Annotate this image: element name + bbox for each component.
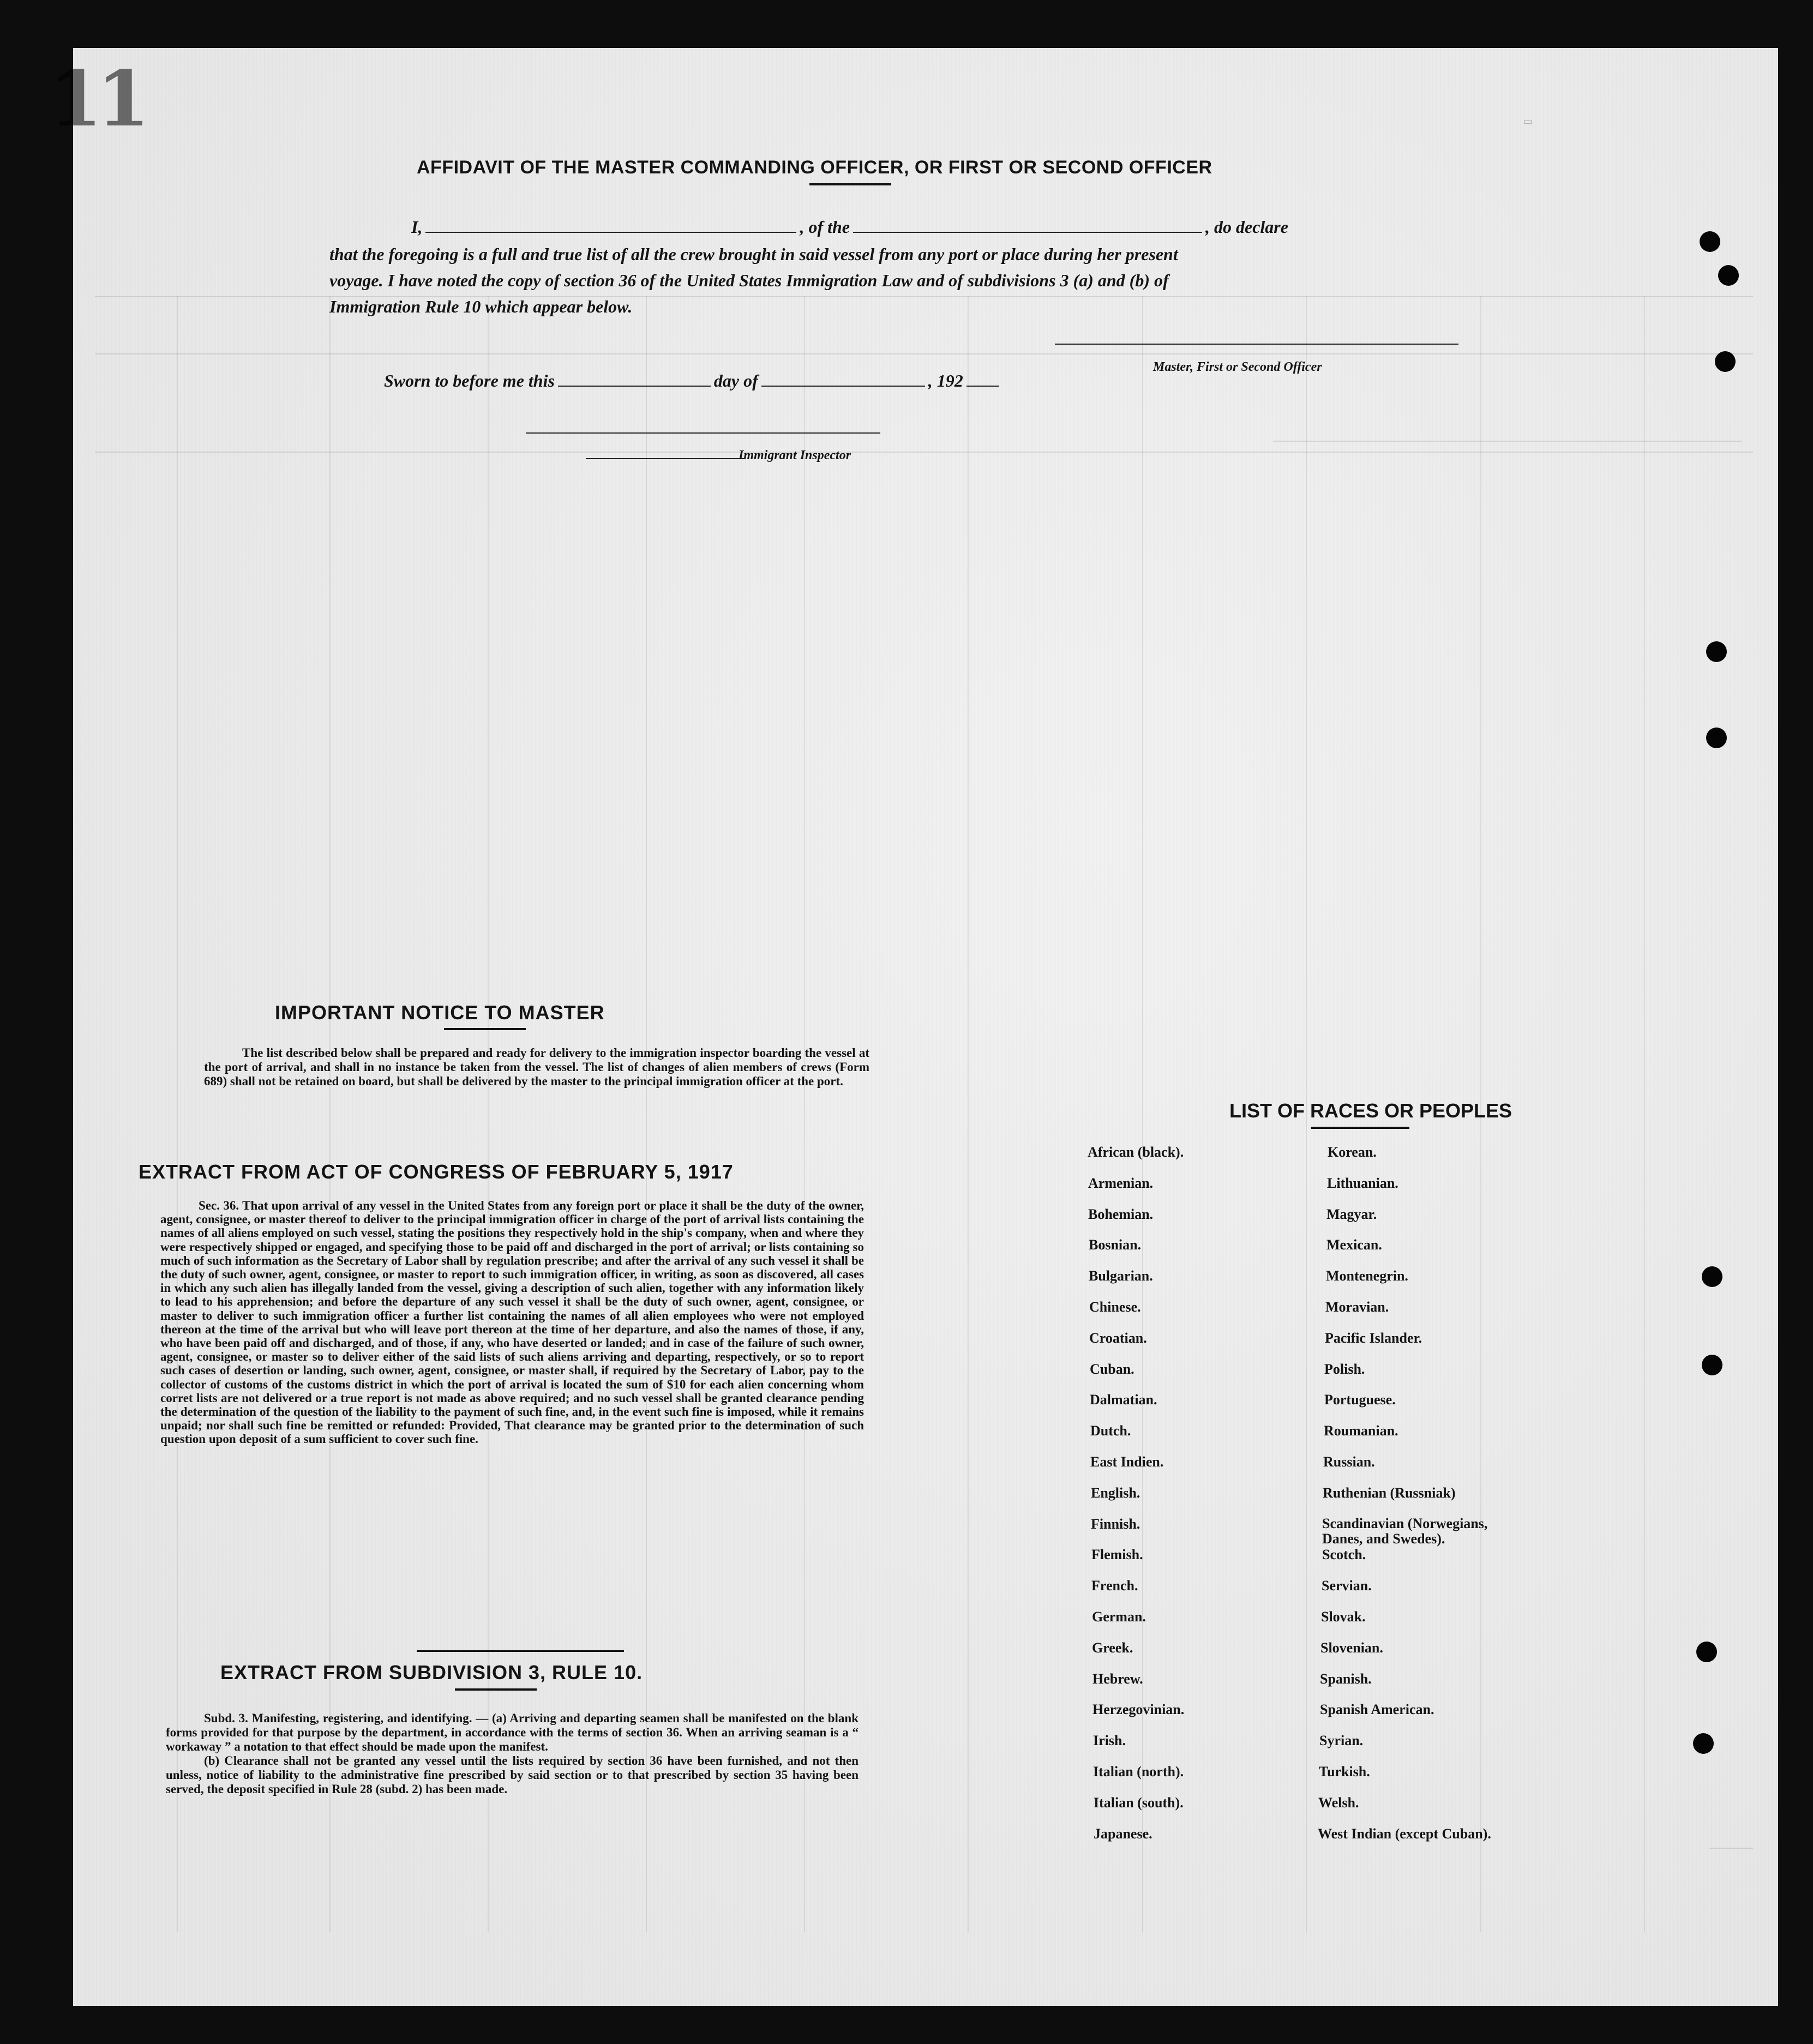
punch-hole (1718, 265, 1739, 286)
rule-title: EXTRACT FROM SUBDIVISION 3, RULE 10. (220, 1661, 643, 1684)
race-item: Polish. (1324, 1361, 1365, 1377)
race-item: Spanish American. (1320, 1702, 1434, 1717)
sworn-text: day of (713, 371, 758, 390)
inspector-short-line (586, 458, 744, 459)
punch-hole (1702, 1266, 1722, 1287)
sworn-text: Sworn to before me this (384, 371, 555, 390)
race-item: English. (1091, 1485, 1140, 1501)
notice-paragraph (204, 1046, 869, 1089)
race-item: Bosnian. (1089, 1237, 1142, 1253)
rule-para-b: (b) Clearance shall not be granted any vessel until the lists required by section 36 have been furnished, and not then unless, notice of liability to the administrative fine prescribed by said section or to that prescribed by section 35 having been served, the deposit specified in Rule 28 (subd. 2) has been made. (166, 1754, 859, 1796)
affidavit-text: , of the (800, 217, 850, 237)
rule-para-a: Subd. 3. Manifesting, registering, and identifying. — (a) Arriving and departing seamen shall be manifested on the blank forms provided for that purpose by the department, in accordance with the terms of section 36. When an arriving seaman is a “ workaway ” a notation to that effect should be made upon the manifest. (166, 1711, 859, 1753)
race-item: French. (1091, 1578, 1138, 1594)
race-item: Hebrew. (1092, 1671, 1143, 1687)
affidavit-title: AFFIDAVIT OF THE MASTER COMMANDING OFFICER, OR FIRST OR SECOND OFFICER (417, 157, 1212, 178)
notice-title: IMPORTANT NOTICE TO MASTER (275, 1001, 605, 1024)
ghost-column (329, 296, 331, 1932)
race-item: Croatian. (1089, 1330, 1147, 1346)
races-underline (1311, 1127, 1409, 1129)
month-blank[interactable] (761, 385, 925, 387)
race-item: Dutch. (1090, 1423, 1131, 1439)
rule-paragraph (166, 1711, 859, 1796)
document-page (73, 48, 1778, 2006)
race-item: Pacific Islander. (1325, 1330, 1422, 1346)
master-label: Master, First or Second Officer (1153, 360, 1322, 374)
race-item: Servian. (1322, 1578, 1372, 1594)
race-item: Finnish. (1091, 1516, 1140, 1532)
race-item: Syrian. (1319, 1733, 1364, 1748)
name-blank[interactable] (425, 231, 796, 233)
race-item: Irish. (1093, 1733, 1126, 1748)
race-item: Moravian. (1325, 1299, 1389, 1315)
affidavit-text: I, (411, 217, 423, 237)
punch-hole (1696, 1642, 1717, 1662)
ghost-column (488, 296, 489, 1932)
race-item: Bulgarian. (1089, 1268, 1153, 1284)
race-item: Flemish. (1091, 1547, 1143, 1562)
race-item: Slovak. (1321, 1609, 1366, 1625)
notice-body: The list described below shall be prepared and ready for delivery to the immigration inspector boarding the vessel at the port of arrival, and shall in no instance be taken from the vessel. The list of changes of alien members of crews (Form 689) shall not be retained on board, but shall be delivered by the master to the principal immigration officer at the port. (204, 1046, 869, 1088)
act-paragraph (160, 1199, 864, 1446)
rule-underline (455, 1688, 537, 1691)
inspector-label: Immigrant Inspector (739, 448, 851, 462)
act-title: EXTRACT FROM ACT OF CONGRESS OF FEBRUARY 5, 1917 (139, 1161, 734, 1183)
race-item: Turkish. (1319, 1764, 1370, 1780)
day-blank[interactable] (558, 385, 711, 387)
ghost-rule (1709, 1848, 1753, 1849)
race-item: Welsh. (1318, 1795, 1359, 1811)
ghost-column (968, 296, 969, 1932)
affidavit-line-3: voyage. I have noted the copy of section 36 of the United States Immigration Law and of subdivisions 3 (a) and (b) of (329, 270, 1169, 290)
race-item: Korean. (1328, 1144, 1377, 1160)
ghost-rule (95, 353, 1753, 354)
title-underline (809, 183, 891, 185)
race-item: Italian (south). (1094, 1795, 1184, 1811)
race-item: West Indian (except Cuban). (1318, 1826, 1491, 1842)
sworn-line (384, 371, 1002, 391)
affidavit-text: , do declare (1205, 217, 1288, 237)
ghost-column (646, 296, 647, 1932)
race-item: Magyar. (1326, 1206, 1377, 1222)
race-item: Bohemian. (1088, 1206, 1154, 1222)
race-item: Portuguese. (1324, 1392, 1396, 1408)
race-item: Roumanian. (1324, 1423, 1398, 1439)
race-item: African (black). (1088, 1144, 1184, 1160)
race-item: Scotch. (1322, 1547, 1366, 1562)
race-item: East Indien. (1090, 1454, 1164, 1470)
act-body: Sec. 36. That upon arrival of any vessel in the United States from any foreign port or place it shall be the duty of the owner, agent, consignee, or master thereof to deliver to the principal immigration officer in charge of the port of arrival lists containing the names of all aliens employed on such vessel, stating the positions they respectively hold in the ship's company, when and where they were respectively shipped or engaged, and specifying those to be paid off and discharged in the port of arrival; or lists containing so much of such information as the Secretary of Labor shall by regulation prescribe; and after the arrival of any such vessel it shall be the duty of such owner, agent, consignee, or master to report to such immigration officer, in writing, as soon as discovered, all cases in which any such alien has illegally landed from the vessel, giving a description of such alien, together with any information likely to lead to his apprehension; and before the departure of any such vessel it shall be the duty of such owner, agent, consignee, or master to deliver to such immigration officer a further list containing the names of all alien employees who were not employed thereon at the time of the arrival but who will leave port thereon at the time of her departure, and also the names of those, if any, who have been paid off and discharged, and of those, if any, who have deserted or landed; and in case of the failure of such owner, agent, consignee, or master so to deliver either of the said lists of such aliens arriving and departing, respectively, or so to report such cases of desertion or landing, such owner, agent, consignee, or master shall, if required by the Secretary of Labor, pay to the collector of customs of the customs district in which the port of arrival is located the sum of $10 for each alien concerning whom corret lists are not delivered or a true report is not made as above required; and no such vessel shall be granted clearance pending the determination of the question of the liability to the payment of such fine, and, in the event such fine is imposed, while it remains unpaid; nor shall such fine be remitted or refunded: Provided, That clearance may be granted prior to the determination of such question upon deposit of a sum sufficient to cover such fine. (160, 1199, 864, 1446)
punch-hole (1700, 231, 1720, 252)
race-item: Dalmatian. (1090, 1392, 1157, 1408)
affidavit-line-1 (411, 217, 1288, 237)
race-item: Mexican. (1326, 1237, 1382, 1253)
race-item: Russian. (1323, 1454, 1375, 1470)
punch-hole (1706, 728, 1727, 748)
race-item: Spanish. (1320, 1671, 1372, 1687)
punch-hole (1706, 641, 1727, 662)
handwritten-corner-mark: 11 (49, 55, 145, 144)
vessel-blank[interactable] (853, 231, 1202, 233)
race-item: German. (1092, 1609, 1146, 1625)
ghost-rule (95, 452, 1753, 453)
notice-underline (444, 1028, 526, 1030)
master-signature-line[interactable] (1055, 344, 1458, 345)
race-item: Lithuanian. (1327, 1175, 1398, 1191)
race-item: Armenian. (1088, 1175, 1154, 1191)
ghost-column (1644, 296, 1645, 1932)
ghost-column (804, 296, 805, 1932)
race-item: Chinese. (1089, 1299, 1141, 1315)
race-item: Herzegovinian. (1092, 1702, 1185, 1717)
races-title: LIST OF RACES OR PEOPLES (1229, 1099, 1512, 1122)
race-item: Cuban. (1090, 1361, 1134, 1377)
year-blank[interactable] (966, 385, 999, 387)
ghost-rule (1273, 441, 1742, 442)
race-item: Slovenian. (1320, 1640, 1383, 1656)
race-item: Scandinavian (Norwegians, Danes, and Swedes). (1322, 1516, 1488, 1547)
punch-hole (1715, 351, 1736, 372)
inspector-signature-line[interactable] (526, 432, 880, 434)
ghost-column (177, 296, 178, 1932)
race-item: Greek. (1092, 1640, 1133, 1656)
race-item: Japanese. (1094, 1826, 1152, 1842)
act-end-rule (417, 1650, 624, 1652)
race-item: Italian (north). (1093, 1764, 1184, 1780)
race-item: Montenegrin. (1326, 1268, 1408, 1284)
affidavit-line-4: Immigration Rule 10 which appear below. (329, 297, 633, 316)
bleed-stamp: ▭ (1524, 113, 1532, 129)
punch-hole (1702, 1355, 1722, 1375)
sworn-text: , 192 (928, 371, 963, 390)
race-item: Ruthenian (Russniak) (1323, 1485, 1456, 1501)
affidavit-line-2: that the foregoing is a full and true list of all the crew brought in said vessel from any port or place during her present (329, 244, 1178, 264)
punch-hole (1693, 1733, 1714, 1754)
